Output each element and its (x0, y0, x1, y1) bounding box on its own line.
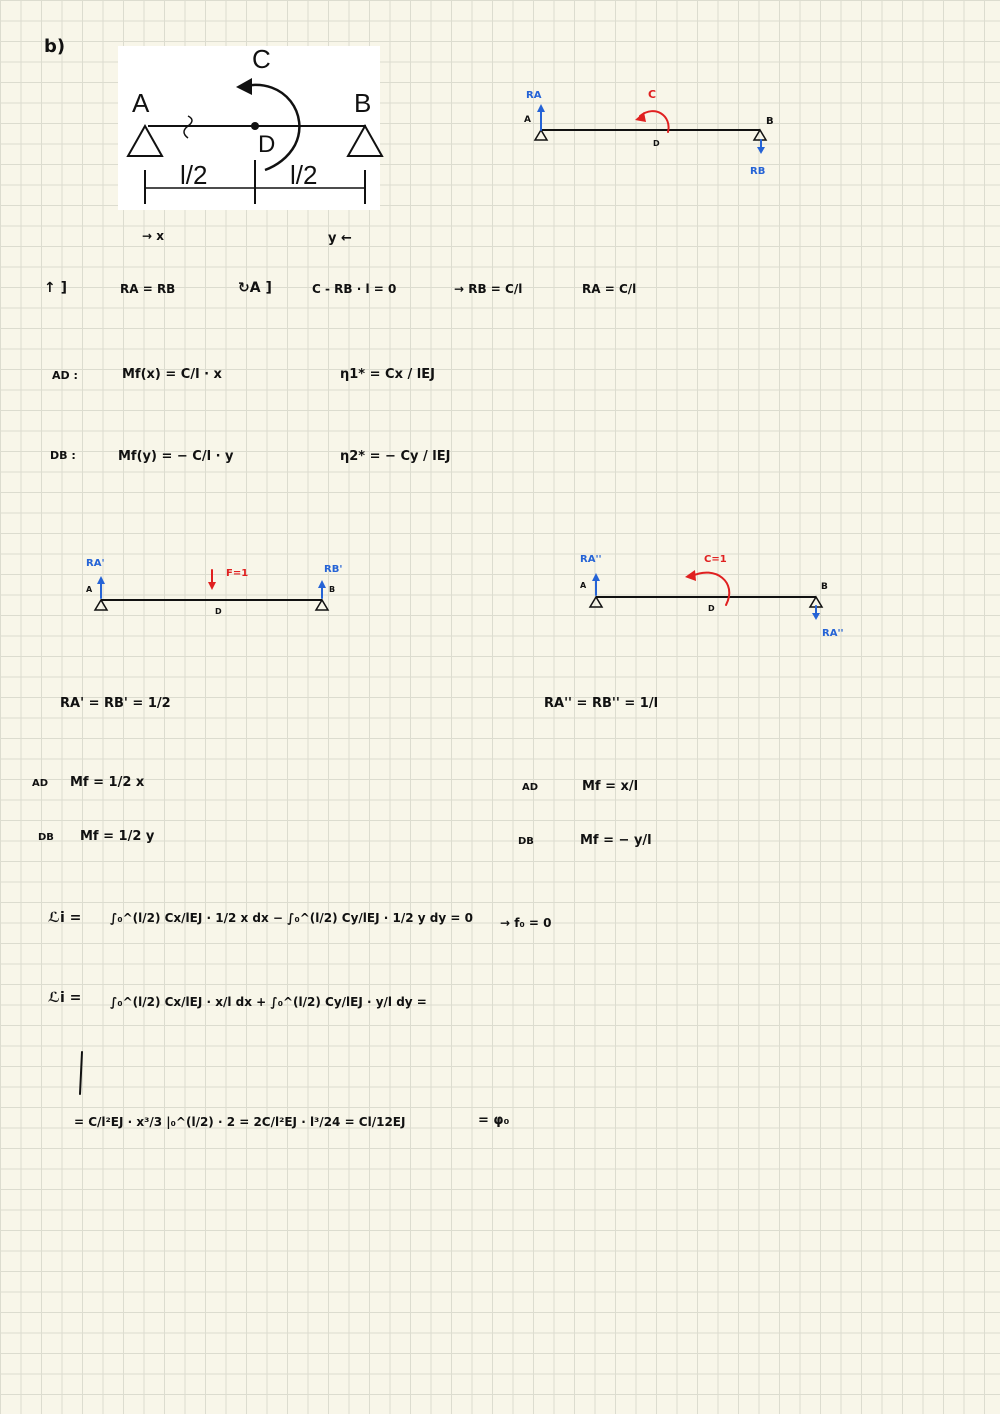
right-db-moment: Mf = − y/l (580, 833, 652, 848)
sketch2-rb-arrow-head (318, 580, 326, 588)
unit-force-reactions: RA' = RB' = 1/2 (60, 696, 171, 711)
sketch2-support-b (316, 600, 328, 610)
li1-integral: ∫₀^(l/2) Cx/lEJ · 1/2 x dx − ∫₀^(l/2) Cy/lEJ · 1/2 y dy = 0 (110, 911, 473, 925)
sketch-reactions (524, 88, 774, 177)
sketch-unit-force (86, 558, 342, 616)
sketch1-c-label: C (648, 88, 657, 101)
left-ad-label: AD (32, 778, 49, 789)
sketch2-d-label: D (215, 607, 222, 616)
unit-couple-reactions: RA'' = RB'' = 1/l (544, 696, 659, 711)
sketch3-d-label: D (708, 604, 715, 613)
ad-moment: Mf(x) = C/l · x (122, 367, 222, 382)
sketch3-a-label: A (580, 581, 587, 590)
figure-background (118, 46, 380, 210)
sketch2-support-a (95, 600, 107, 610)
rb-arrow-head (757, 147, 765, 154)
unit-couple-arc (692, 573, 729, 605)
ra-arrow-head (537, 104, 545, 112)
span-right-label: l/2 (290, 160, 318, 190)
sketch3-rb-arrow-head (812, 613, 820, 620)
sketch1-support-a (535, 130, 547, 140)
moment-c-label: C (252, 44, 271, 74)
li2-label: ℒi = (48, 990, 82, 1006)
y-axis-arrow: y ← (328, 231, 352, 246)
support-a-label: A (132, 88, 150, 118)
unit-couple-arrow-head (685, 570, 696, 581)
ra-result: RA = C/l (582, 282, 637, 296)
left-ad-moment: Mf = 1/2 x (70, 775, 145, 790)
sketch2-a-label: A (86, 585, 93, 594)
support-b-label: B (354, 88, 372, 118)
sketch2-ra-label: RA' (86, 558, 105, 569)
sketch2-b-label: B (329, 585, 336, 594)
sketch-unit-couple (580, 554, 844, 639)
sketch3-ra-label: RA'' (580, 554, 602, 565)
right-ad-moment: Mf = x/l (582, 779, 639, 794)
ra-equals-rb: RA = RB (120, 282, 176, 296)
sketch1-support-b (754, 130, 766, 140)
eta2-expression: η2* = − Cy / lEJ (340, 449, 451, 464)
unit-couple-label: C=1 (704, 554, 727, 565)
rb-result: → RB = C/l (454, 282, 523, 296)
sketch3-support-a (590, 597, 602, 607)
sketch3-b-label: B (821, 582, 828, 592)
li3-expression: = C/l²EJ · x³/3 |₀^(l/2) · 2 = 2C/l²EJ · l³/24 = Cl/12EJ (74, 1115, 406, 1129)
point-d-dot (251, 122, 259, 130)
sketch1-rb-label: RB (750, 166, 766, 177)
vertical-equilibrium: ↑ ] (44, 280, 68, 296)
db-moment: Mf(y) = − C/l · y (118, 449, 234, 464)
sketch2-rb-label: RB' (324, 564, 343, 575)
beam-figure (118, 44, 382, 210)
span-left-label: l/2 (180, 160, 208, 190)
moment-equation: C - RB · l = 0 (312, 282, 397, 296)
segment-db-label: DB : (50, 449, 76, 462)
point-d-label: D (258, 131, 276, 158)
x-axis-arrow: → x (142, 229, 164, 243)
sketch3-rb-label: RA'' (822, 628, 844, 639)
li1-label: ℒi = (48, 910, 82, 926)
force-label: F=1 (226, 568, 249, 579)
li2-integral: ∫₀^(l/2) Cx/lEJ · x/l dx + ∫₀^(l/2) Cy/lEJ · y/l dy = (110, 995, 427, 1009)
sketch1-ra-label: RA (526, 90, 542, 101)
bracket-stroke (80, 1052, 82, 1094)
left-db-label: DB (38, 832, 54, 843)
force-arrow-head (208, 582, 216, 590)
segment-ad-label: AD : (52, 369, 78, 382)
sketch1-a-label: A (524, 115, 531, 125)
eta1-expression: η1* = Cx / lEJ (340, 367, 435, 382)
sketch1-b-label: B (766, 116, 774, 127)
sketch1-d-label: D (653, 139, 660, 148)
phi0-result: = φ₀ (478, 1113, 510, 1128)
part-label: b) (44, 36, 66, 57)
li1-result: → f₀ = 0 (500, 916, 552, 930)
right-ad-label: AD (522, 782, 539, 793)
left-db-moment: Mf = 1/2 y (80, 829, 155, 844)
sketch3-ra-arrow-head (592, 573, 600, 581)
moment-equilibrium-a: ↻A ] (238, 280, 272, 296)
sketch2-ra-arrow-head (97, 576, 105, 584)
right-db-label: DB (518, 836, 534, 847)
